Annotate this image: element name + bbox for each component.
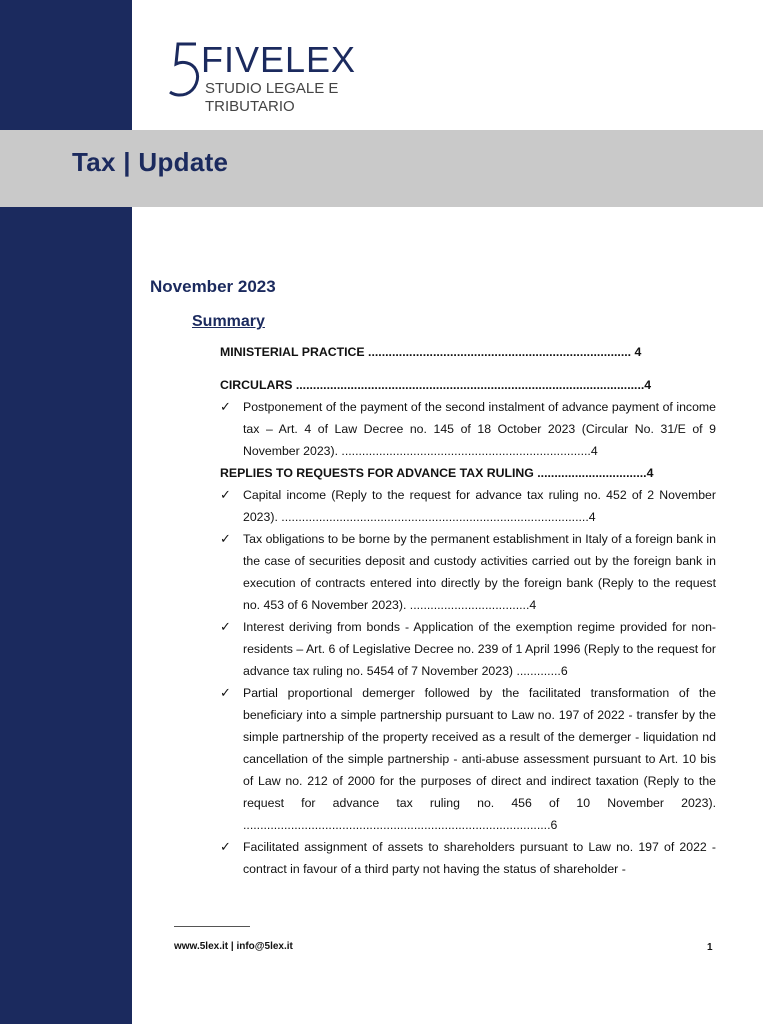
issue-date: November 2023 bbox=[150, 277, 276, 296]
footnote-divider bbox=[174, 926, 250, 927]
toc-item[interactable] bbox=[220, 836, 716, 880]
logo-mark-icon bbox=[168, 40, 202, 98]
check-icon: ✓ bbox=[220, 839, 231, 854]
fivelex-logo bbox=[168, 39, 428, 115]
check-icon: ✓ bbox=[220, 531, 231, 546]
logo-subtitle: STUDIO LEGALE E TRIBUTARIO bbox=[205, 80, 339, 115]
toc-item-text: Partial proportional demerger followed by the facilitated transformation of the beneficiary into a simple partnership pursuant to Law no. 197 of 2022 - transfer by the simple partnership of the property received as a result of the demerger - liquidation nd cancellation of the simple partnership - anti-abuse assessment pursuant to Art. 10 bis of Law no. 212 of 2000 for the purposes of direct and indirect taxation (Reply to the request for advance tax ruling no. 456 of 10 November 2023). ..........................................................................................6 bbox=[243, 686, 716, 832]
toc-item[interactable] bbox=[220, 616, 716, 682]
table-of-contents bbox=[220, 341, 716, 880]
toc-item-text: Facilitated assignment of assets to shareholders pursuant to Law no. 197 of 2022 - contract in favour of a third party not having the status of shareholder - bbox=[243, 840, 716, 876]
toc-circulars[interactable]: CIRCULARS ......................................................................................................4 bbox=[220, 378, 652, 392]
logo-name: FIVELEX bbox=[201, 39, 357, 80]
toc-item-text: Capital income (Reply to the request for advance tax ruling no. 452 of 2 November 2023). ..........................................................................................4 bbox=[243, 488, 716, 524]
page-title: Tax | Update bbox=[72, 147, 229, 177]
footer-contact[interactable]: www.5lex.it | info@5lex.it bbox=[174, 941, 293, 952]
toc-item[interactable] bbox=[220, 528, 716, 616]
page-number: 1 bbox=[707, 942, 713, 953]
check-icon: ✓ bbox=[220, 399, 231, 414]
toc-item[interactable] bbox=[220, 682, 716, 836]
summary-heading: Summary bbox=[192, 313, 265, 330]
check-icon: ✓ bbox=[220, 619, 231, 634]
toc-item-text: Interest deriving from bonds - Application of the exemption regime provided for non-residents – Art. 6 of Legislative Decree no. 239 of 1 April 1996 (Reply to the request for advance tax ruling no. 5454 of 7 November 2023) .............6 bbox=[243, 620, 716, 678]
toc-item[interactable] bbox=[220, 396, 716, 462]
toc-ministerial-practice[interactable]: MINISTERIAL PRACTICE ............................................................................. 4 bbox=[220, 345, 642, 359]
check-icon: ✓ bbox=[220, 487, 231, 502]
toc-item-text: Tax obligations to be borne by the permanent establishment in Italy of a foreign bank in the case of securities deposit and custody activities carried out by the foreign bank in execution of contracts entered into directly by the foreign bank (Reply to the request no. 453 of 6 November 2023). ...................................4 bbox=[243, 532, 716, 612]
toc-replies-advance-tax-ruling[interactable]: REPLIES TO REQUESTS FOR ADVANCE TAX RULING ................................4 bbox=[220, 466, 654, 480]
check-icon: ✓ bbox=[220, 685, 231, 700]
toc-item[interactable] bbox=[220, 484, 716, 528]
toc-item-text: Postponement of the payment of the second instalment of advance payment of income tax – Art. 4 of Law Decree no. 145 of 18 October 2023 (Circular No. 31/E of 9 November 2023). .........................................................................4 bbox=[243, 400, 716, 458]
